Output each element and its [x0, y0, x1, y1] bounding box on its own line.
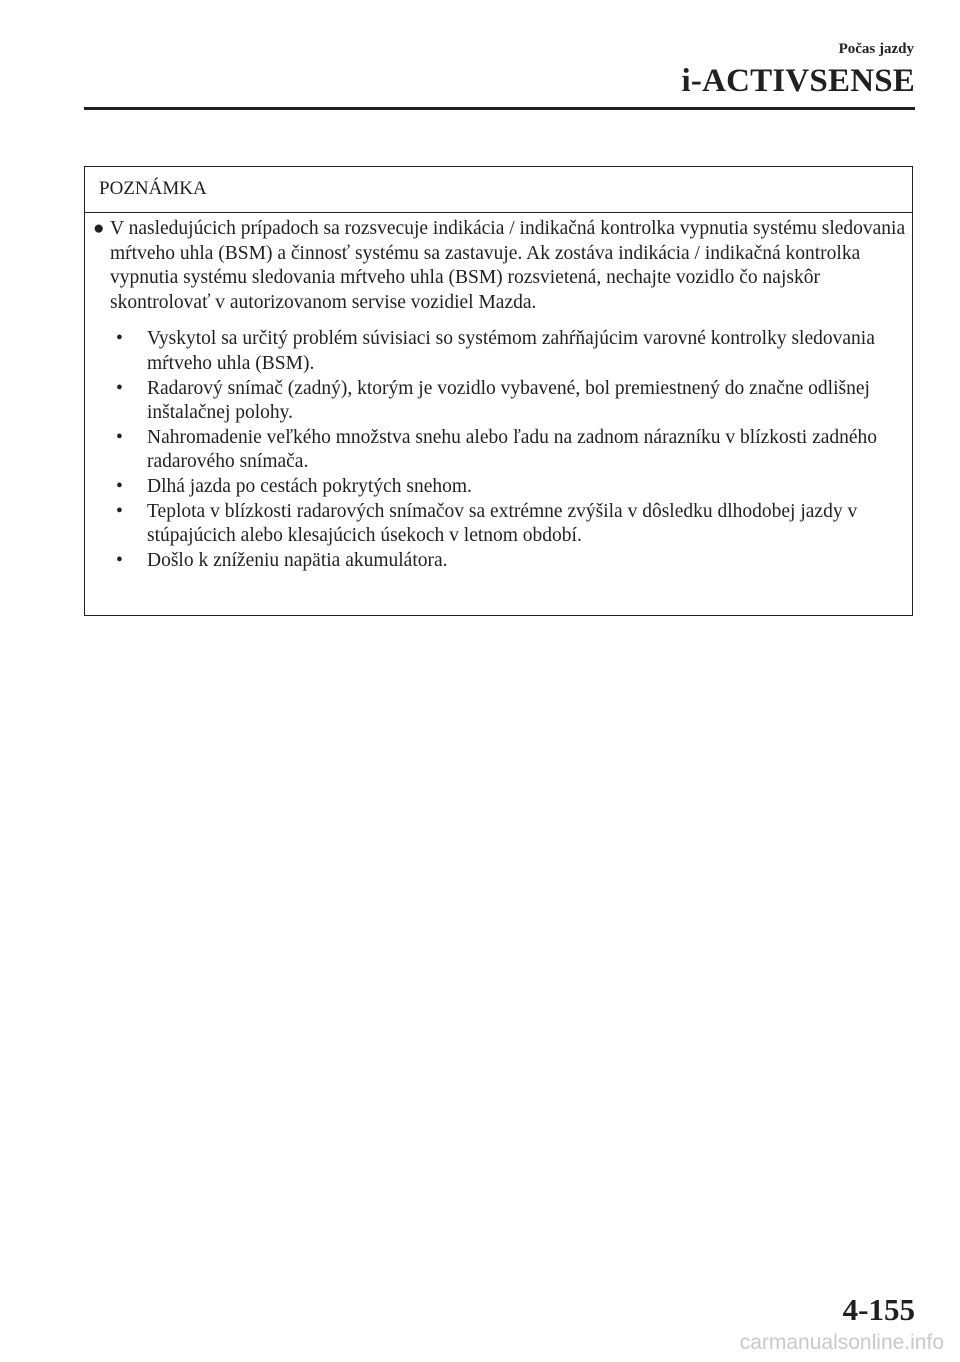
- note-sub-list: [85, 327, 912, 573]
- list-item-text: Dlhá jazda po cestách pokrytých snehom.: [147, 475, 472, 497]
- list-item: [85, 377, 912, 426]
- bullet-icon: •: [116, 549, 123, 571]
- list-item: [85, 426, 912, 475]
- note-main-item: [85, 217, 912, 315]
- list-item-text: Radarový snímač (zadný), ktorým je vozidlo vybavené, bol premiestnený do značne odlišnej inštalačnej polohy.: [147, 377, 870, 424]
- header-rule: [84, 107, 915, 110]
- note-divider: [85, 212, 912, 213]
- bullet-icon: •: [116, 475, 123, 497]
- list-item-text: Došlo k zníženiu napätia akumulátora.: [147, 549, 448, 571]
- note-body: [85, 217, 912, 573]
- watermark[interactable]: carmanualsonline.info: [739, 1331, 944, 1354]
- list-item: [85, 500, 912, 549]
- main-bullet-icon: ●: [93, 218, 105, 239]
- bullet-icon: •: [116, 500, 123, 522]
- list-item: [85, 475, 912, 500]
- list-item: [85, 549, 912, 574]
- note-box: [84, 166, 913, 616]
- list-item-text: Vyskytol sa určitý problém súvisiaci so systémom zahŕňajúcim varovné kontrolky sledovania mŕtveho uhla (BSM).: [147, 328, 875, 374]
- bullet-icon: •: [116, 377, 123, 399]
- section-label: Počas jazdy: [838, 41, 914, 57]
- note-title: POZNÁMKA: [99, 178, 207, 199]
- chapter-title: i-ACTIVSENSE: [681, 63, 915, 99]
- page-number: 4-155: [842, 1292, 915, 1327]
- bullet-icon: •: [116, 328, 123, 350]
- list-item-text: Teplota v blízkosti radarových snímačov sa extrémne zvýšila v dôsledku dlhodobej jazdy v stúpajúcich alebo klesajúcich úsekoch v letnom období.: [147, 500, 858, 547]
- list-item-text: Nahromadenie veľkého množstva snehu alebo ľadu na zadnom nárazníku v blízkosti zadného radarového snímača.: [147, 426, 878, 473]
- list-item: [85, 327, 912, 376]
- bullet-icon: •: [116, 426, 123, 448]
- note-main-text: V nasledujúcich prípadoch sa rozsvecuje indikácia / indikačná kontrolka vypnutia systému sledovania mŕtveho uhla (BSM) a činnosť systému sa zastavuje. Ak zostáva indikácia / indikačná kontrolka vypnutia systému sledovania mŕtveho uhla (BSM) rozsvietená, nechajte vozidlo čo najskôr skontrolovať v autorizovanom servise vozidiel Mazda.: [110, 218, 906, 313]
